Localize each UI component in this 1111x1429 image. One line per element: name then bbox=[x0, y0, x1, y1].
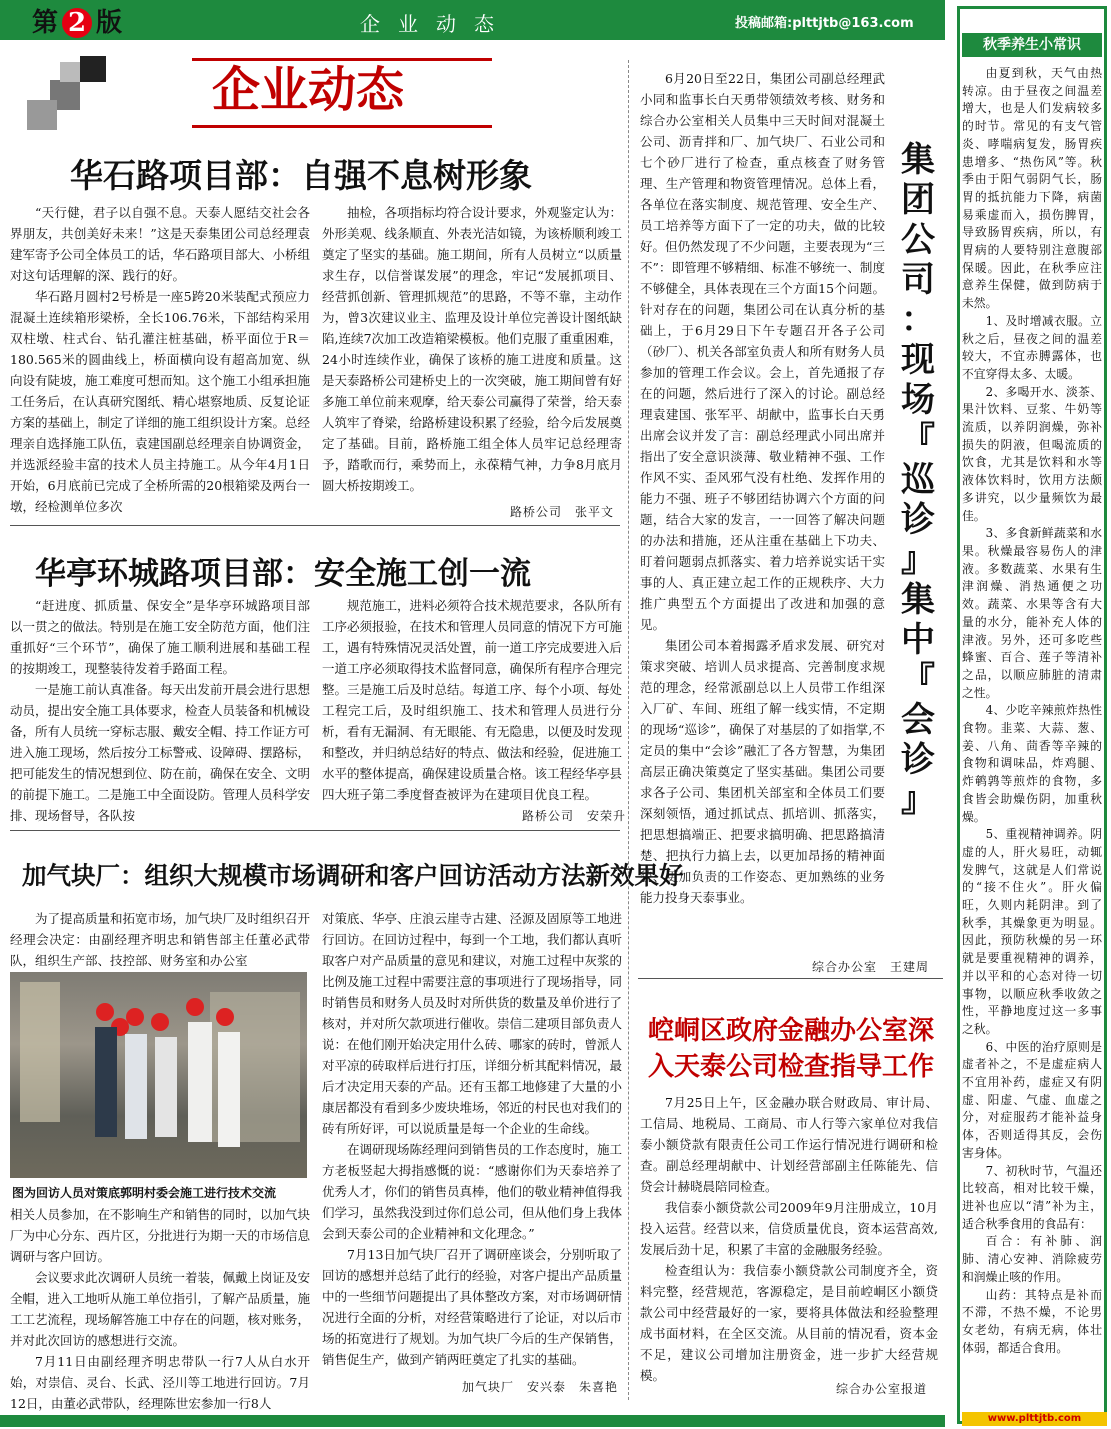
site-watermark: www.plttjtb.com bbox=[962, 1412, 1107, 1426]
byline: 路桥公司 安荣升 bbox=[522, 809, 627, 823]
article-title-line1: 崆峒区政府金融办公室深 bbox=[648, 1016, 935, 1046]
decor-square-icon bbox=[27, 100, 57, 130]
photo-illustration bbox=[10, 972, 307, 1178]
site-visit-photo bbox=[10, 972, 307, 1178]
divider bbox=[638, 978, 943, 979]
column-separator bbox=[628, 60, 629, 1400]
article-title: 加气块厂：组织大规模市场调研和客户回访活动方法新效果好 bbox=[22, 861, 684, 890]
byline: 路桥公司 张平文 bbox=[510, 505, 615, 519]
article-body: 7月25日上午，区金融办联合财政局、审计局、工信局、地税局、工商局、市人行等六家单位对我信泰小额贷款有限责任公司工作运行情况进行调研和检查。副总经理胡献中、计划经营部副主任陈能先、信贷会计赫晓晨陪同检查。 我信泰小额贷款公司2009年9月注册成立，10月投入运营。经营以来，信贷质量优良，资本运营高效,发展后劲十足，积累了丰富的金融服务经验。 检查组认为：我信泰小额贷款公司制度齐全，资料完整，经营规范，客源稳定，是目前崆峒区小额贷款公司中经营最好的一家，要将具体做法和经验整理成书面材料，在全区交流。从目前的情况看，资本金不足，建议公司增加注册资金，进一步扩大经营规模。 bbox=[640, 1095, 938, 1383]
article-title: 华亭环城路项目部：安全施工创一流 bbox=[35, 556, 531, 592]
edition-number-badge: 2 bbox=[62, 8, 92, 38]
article-title: 华石路项目部：自强不息树形象 bbox=[70, 156, 532, 195]
article-body: 相关人员参加，在不影响生产和销售的同时，以加气块厂为中心分东、西片区，分批进行为期一天的市场信息调研与客户回访。 会议要求此次调研人员统一着装，佩戴上岗证及安全帽，进入工地听从施工单位指引，了解产品质量，施工工艺流程，现场解答施工中存在的问题，核对账务，并对此次回访的感想进行交流。 7月11日由副经理齐明忠带队一行7人从白水开始，对崇信、灵台、长武、泾川等工地进行回访。7月12日，由董必武带队，经理陈世宏参加一行8人 bbox=[10, 1207, 311, 1411]
article-body: 为了提高质量和拓宽市场，加气块厂及时组织召开经理会决定：由副经理齐明忠和销售部主任董必武带队，组织生产部、技控部、财务室和办公室 bbox=[10, 911, 311, 968]
section-name: 企业动态 bbox=[360, 12, 512, 36]
vertical-article-title: 集 团 公 司 ： 现 场 『 巡 诊 』 集 中 『 会 诊 』 bbox=[901, 140, 935, 820]
divider bbox=[10, 525, 620, 526]
divider bbox=[10, 830, 620, 831]
article-body: 抽检，各项指标均符合设计要求，外观鉴定认为：外形美观、线条顺直、外表光洁如镜，为该桥顺利竣工奠定了坚实的基础。施工期间，所有人员树立“以质量求生存，以信誉谋发展”的理念，牢记“发展抓项目、经营抓创新、管理抓规范”的思路，不等不靠，主动作为，曾3次建议业主、监理及设计单位完善设计图纸缺陷,连续7次加工改造箱梁模板。他们克服了重重困难，24小时连续作业，确保了该桥的施工进度和质量。这是天泰路桥公司建桥史上的一次突破，施工期间曾有好多施工单位前来观摩，给天泰公司赢得了荣誉，给天泰人筑牢了脊梁，给路桥建设积累了经验，给今后发展奠定了基础。目前，路桥施工组全体人员牢记总经理寄予，踏歌而行，乘势而上，永葆精气神，力争8月底月圆大桥按期竣工。 bbox=[322, 205, 623, 493]
photo-caption: 图为回访人员对策底郭明村委会施工进行技术交流 bbox=[12, 1186, 277, 1200]
decor-square-icon bbox=[60, 62, 80, 82]
byline: 综合办公室报道 bbox=[836, 1382, 928, 1396]
byline: 综合办公室 王建周 bbox=[812, 960, 930, 974]
sidebar-title: 秋季养生小常识 bbox=[962, 33, 1102, 57]
article-body: 6月20日至22日，集团公司副总经理武小同和监事长白天勇带领绩效考核、财务和综合办公室相关人员集中三天时间对混凝土公司、沥青拌和厂、加气块厂、石业公司和七个砂厂进行了检查，重点核查了财务管理、生产管理和物资管理情况。总体上看，各单位在落实制度、规范管理、安全生产、员工培养等方面下了一定的功夫，做的比较好。但仍然发现了不少问题，主要表现为“三不”：即管理不够精细、标准不够统一、制度不够健全，具体表现在三个方面15个问题。针对存在的问题，集团公司在认真分析的基础上，于6月29日下午专题召开各子公司（砂厂）、机关各部室负责人和所有财务人员参加的管理工作会议。会上，首先通报了存在的问题，然后进行了深入的讨论。副总经理袁建国、张军平、胡献中，监事长白天勇出席会议并发了言：副总经理武小同出席并指出了安全意识淡薄、敬业精神不强、工作作风不实、歪风邪气没有杜绝、发挥作用的能力不强、班子不够团结协调六个方面的问题，结合大家的发言，一一回答了解决问题的办法和措施，还从注重在基础上下功夫、盯着问题弱点抓落实、着力培养说实话干实事的人、真正建立起工作的正规秩序、大力推广典型五个方面提出了改进和加强的意见。 集团公司本着揭露矛盾求发展、研究对策求突破、培训人员求提高、完善制度求规范的理念，经常派副总以上人员带工作组深入厂矿、车间、班组了解一线实情，不定期的现场“巡诊”，确保了对基层的了如指掌,不定员的集中“会诊”融汇了各方智慧，为集团高层正确决策奠定了坚实基础。集团公司要求各子公司、集团机关部室和全体员工们要深刻领悟，通过抓试点、抓培训、抓落实，把思想搞端正、把要求搞明确、把思路搞清楚、把执行力搞上去，以更加昂扬的精神面貌、更加负责的工作姿态、更加熟练的业务能力投身天泰事业。 bbox=[640, 71, 885, 905]
article-body: 对策底、华亭、庄浪云崖寺古建、泾源及固原等工地进行回访。在回访过程中，每到一个工地，我们都认真听取客户对产品质量的意见和建议，对施工过程中灰浆的比例及施工过程中需要注意的事项进行了现场指导，同时销售员和财务人员及时对所供货的数量及单价进行了核对，并对所欠款项进行催收。崇信二建项目部负责人说：在他们刚开始决定用什么砖、哪家的砖时，曾派人对平凉的砖取样后进行打压，详细分析其配料情况，最后才决定用天泰的产品。还有玉都工地修建了大量的小康居都没有看到多少废块堆场，邻近的村民也对我们的砖有所好评，可以说质量是每一个企业的生命线。 在调研现场陈经理问到销售员的工作态度时，施工方老板竖起大拇指感慨的说：“感谢你们为天泰培养了优秀人才，你们的销售员真棒，他们的敬业精神值得我们学习，虽然我没到过你们总公司，但从他们身上我体会到天泰公司的企业精神和文化理念。” 7月13日加气块厂召开了调研座谈会，分别听取了回访的感想并总结了此行的经验，对客户提出产品质量中的一些细节问题提出了具体整改方案，对市场调研情况进行全面的分析，对经营策略进行了论证，对以后市场的拓宽进行了规划。为加气块厂今后的生产保销售，销售促生产，做到产销两旺奠定了扎实的基础。 bbox=[322, 911, 623, 1367]
footer-bar bbox=[0, 1415, 945, 1427]
article-title-line2: 入天泰公司检查指导工作 bbox=[648, 1052, 935, 1082]
edition-label: 第 2 版 bbox=[32, 8, 123, 38]
section-logo-title: 企业动态 bbox=[192, 58, 492, 128]
sidebar-body: 由夏到秋，天气由热转凉。由于昼夜之间温差增大，也是人们发病较多的时节。常见的有支气管炎、哮喘病复发，肠胃疾患增多、“热伤风”等。秋季由于阳气弱阴气长，肠胃的抵抗能力下降，病菌易乘虚而入，损伤脾胃，导致肠胃疾病，所以，有胃病的人要特别注意腹部保暖。因此，在秋季应注意养生保健，做到防病于未然。 1、及时增减衣服。立秋之后，昼夜之间的温差较大，不宜赤膊露体，也不宜穿得太多、太暖。 2、多喝开水、淡茶、果汁饮料、豆浆、牛奶等流质，以养阴润燥，弥补损失的阴液，但喝流质的饮食，尤其是饮料和水等液体饮料时，饮用方法颇多讲究，以少量频饮为最佳。 3、多食新鲜蔬菜和水果。秋燥最容易伤人的津液。多数蔬菜、水果有生津润燥、消热通便之功效。蔬菜、水果等含有大量的水分，能补充人体的津液。另外，还可多吃些蜂蜜、百合、莲子等清补之品，以顺应肺脏的清肃之性。 4、少吃辛辣煎炸热性食物。韭菜、大蒜、葱、姜、八角、茴香等辛辣的食物和调味品，炸鸡腿、炸鹌鹑等煎炸的食物，多食皆会助燥伤阴，加重秋燥。 5、重视精神调养。阴虚的人，肝火易旺，动辄发脾气，这就是人们常说的“接不住火”。肝火偏旺，久则内耗阴津。到了秋季，其燥象更为明显。因此，预防秋燥的另一环就是要重视精神的调养，并以平和的心态对待一切事物，以顺应秋季收敛之性，平静地度过这一多事之秋。 6、中医的治疗原则是虚者补之，不是虚症病人不宜用补药，虚症又有阴虚、阳虚、气虚、血虚之分，对症服药才能补益身体，否则适得其反，会伤害身体。 7、初秋时节，气温还比较高，相对比较干燥，进补也应以“清”补为主，适合秋季食用的食品有： 百合：有补肺、润肺、清心安神、消除疲劳和润燥止咳的作用。 山药：其特点是补而不滞，不热不燥，不论男女老幼，有病无病，体壮体弱，都适合食用。 bbox=[962, 66, 1102, 1355]
article-body: “赶进度、抓质量、保安全”是华亭环城路项目部以一贯之的做法。特别是在施工安全防范方面，他们注重抓好“三个环节”，确保了施工顺利进展和基础工程的按期竣工，现整装待发着手路面工程。 一是施工前认真准备。每天出发前开晨会进行思想动员，提出安全施工具体要求，检查人员装备和机械设备，所有人员统一穿标志服、戴安全帽、持工作证方可进入施工现场，然后按分工标警戒、设障碍、摆路标，把可能发生的情况想到位、防在前，确保在安全、文明的前提下施工。二是施工中全面设防。管理人员科学安排、现场督导，各队按 bbox=[10, 598, 311, 823]
masthead-bar bbox=[0, 0, 945, 40]
decor-square-icon bbox=[80, 56, 106, 82]
submission-email: 投稿邮箱:plttjtb@163.com bbox=[735, 16, 914, 31]
article-body: “天行健，君子以自强不息。天泰人愿结交社会各界朋友，共创美好未来！”这是天泰集团公司总经理袁建军寄予公司全体员工的话，华石路项目部大、小桥组对这句话理解的深、践行的好。 华石路月圆村2号桥是一座5跨20米装配式预应力混凝土连续箱形梁桥，全长106.76米，下部结构采用双柱墩、柱式台、钻孔灌注桩基础，桥平面位于R＝180.565米的圆曲线上，桥面横向设有超高加宽、纵向设有陡坡，施工难度可想而知。这个施工小组承担施工任务后，在认真研究图纸、精心堪察地质、反复论证方案的基础上，制定了详细的施工组织设计方案。总经理亲自选择施工队伍，袁建国副总经理亲自协调资金，并选派经验丰富的技术人员主持施工。从今年4月1日开始，6月底前已完成了全桥所需的20根箱梁及两台一墩，经检测单位多次 bbox=[10, 205, 311, 514]
byline: 加气块厂 安兴泰 朱喜艳 bbox=[462, 1380, 619, 1394]
article-body: 规范施工，进料必须符合技术规范要求，各队所有工序必须报验，在技术和管理人员同意的情况下方可施工，遇有特殊情况灵活处置，前一道工序完成要进入后一道工序必须取得技术监督同意，确保所有程序合理完整。三是施工后及时总结。每道工序、每个小项、每处工程完工后，及时组织施工、技术和管理人员进行分析，看有无漏洞、有无眼能、有无隐患，以便及时发现和整改，并归纳总结好的特点、做法和经验，促进施工水平的整体提高，确保建设质量合格。该工程经华亭县四大班子第二季度督查被评为在建项目优良工程。 bbox=[322, 598, 623, 802]
